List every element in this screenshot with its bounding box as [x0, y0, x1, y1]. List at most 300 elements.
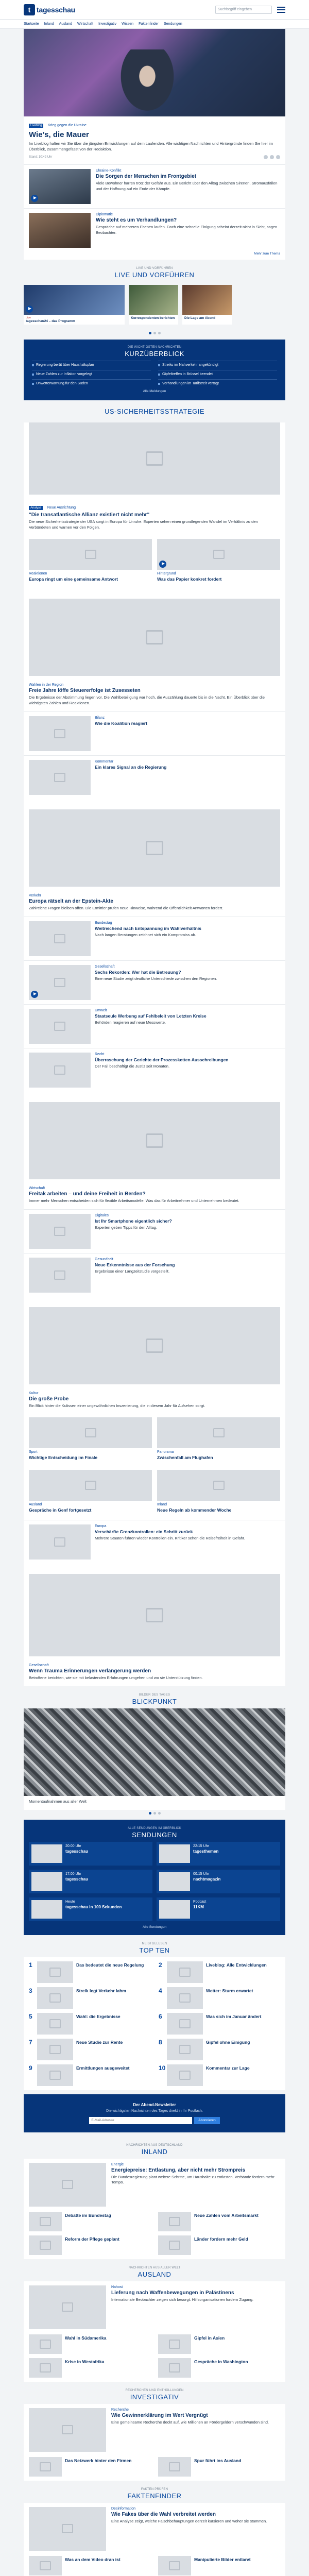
- mini-card-title: Zwischenfall am Flughafen: [157, 1454, 213, 1460]
- article-b-topline: Verkehr: [29, 893, 42, 897]
- blick-heading: BLICKPUNKT: [132, 1697, 177, 1705]
- article-c-title[interactable]: Freitak arbeiten – und deine Freiheit in Berden?: [29, 1191, 146, 1197]
- stack-item[interactable]: [24, 1004, 285, 1048]
- teaser-card-image: [157, 539, 280, 570]
- play-icon[interactable]: [31, 195, 38, 202]
- kurz-item[interactable]: Neue Zahlen zur Inflation vorgelegt: [32, 370, 151, 376]
- security-section-title: US-SICHERHEITSSTRATEGIE: [0, 400, 309, 418]
- ressort-heading: INLAND: [141, 2147, 168, 2156]
- topten-item[interactable]: [159, 2013, 280, 2035]
- kurz-item[interactable]: Unwetterwarnung für den Süden: [32, 379, 151, 385]
- ressort-title: [0, 2259, 309, 2281]
- live-card[interactable]: [24, 285, 125, 325]
- rank-title: Wetter: Sturm erwartet: [206, 1988, 253, 1993]
- rank-title: Was sich im Januar ändert: [206, 2013, 262, 2019]
- sendung-name: 11KM: [193, 1904, 204, 1909]
- ressort-lead-text: Die Bundesregierung plant weitere Schritte, um Haushalte zu entlasten. Verbände fordern mehr Tempo.: [111, 2174, 274, 2185]
- stack-item-title: Ist Ihr Smartphone eigentlich sicher?: [95, 1218, 172, 1224]
- ressort-item-image: [158, 2334, 191, 2354]
- ressort-item-title: Krise in Westafrika: [65, 2359, 105, 2364]
- stack-item[interactable]: [24, 917, 285, 960]
- lead-kicker: Liveblog: [29, 124, 43, 128]
- ressort-item-title: Reform der Pflege geplant: [65, 2236, 119, 2242]
- stack-item-text: Ergebnisse einer Langzeitstudie vorgestellt.: [95, 1269, 170, 1274]
- mini-card-title: Neue Regeln ab kommender Woche: [157, 1507, 232, 1513]
- play-icon[interactable]: [26, 306, 33, 313]
- newsletter: [24, 2094, 285, 2132]
- sendung-item[interactable]: [29, 1897, 152, 1921]
- ressort-lead-topline: Recherche: [111, 2408, 129, 2412]
- stack-item[interactable]: [24, 1209, 285, 1253]
- lead-item[interactable]: [24, 164, 285, 208]
- topten-heading: TOP TEN: [139, 1946, 170, 1954]
- logo-text: tagesschau: [37, 5, 76, 14]
- rank-number: 5: [29, 2012, 32, 2020]
- nav-item-inland[interactable]: Inland: [44, 22, 54, 26]
- ressort-lead-image: [29, 2163, 106, 2207]
- security-headline[interactable]: "Die transatlantische Allianz existiert nicht mehr": [29, 512, 150, 518]
- topten-item[interactable]: [29, 2039, 150, 2060]
- article-f-text: Betroffene berichten, wie sie mit belastenden Erfahrungen umgehen und wo sie Unterstützung finden.: [29, 1675, 203, 1680]
- topten-item[interactable]: [159, 1961, 280, 1983]
- newsletter-email-input[interactable]: [89, 2117, 192, 2124]
- kurz-heading: KURZÜBERBLICK: [125, 349, 184, 358]
- stack-item-topline: Gesundheit: [95, 1257, 113, 1261]
- mini-card-title: Wichtige Entscheidung im Finale: [29, 1454, 98, 1460]
- ressort-lead-text: Eine Analyse zeigt, welche Falschbehauptungen derzeit kursieren und woher sie stammen.: [111, 2518, 267, 2523]
- ressort-lead[interactable]: [29, 2507, 280, 2551]
- sendungen-title: [29, 1820, 280, 1842]
- stack-item-image: [29, 965, 91, 1000]
- nav-item-wissen[interactable]: Wissen: [122, 22, 134, 26]
- article-a-title[interactable]: Freie Jahre löffe Steuererfolge ist Zusesseten: [29, 688, 141, 694]
- ressort-item[interactable]: [158, 2457, 280, 2477]
- sendung-image: [31, 1844, 62, 1863]
- teaser-card-image: [29, 539, 152, 570]
- ressort-lead[interactable]: [29, 2163, 280, 2207]
- mini-card-topline: Panorama: [157, 1450, 174, 1454]
- blick-label: BILDER DES TAGES: [139, 1693, 170, 1697]
- ressort-investigativ: [0, 2382, 309, 2481]
- security-kicker: Analyse: [29, 506, 43, 510]
- topten-item[interactable]: [159, 2064, 280, 2086]
- article-b-text: Zahlreiche Fragen bleiben offen. Die Ermittler prüfen neue Hinweise, während die Öffentlichkeit Antworten fordert.: [29, 905, 224, 910]
- sendungen-section: [24, 1820, 285, 1935]
- article-a-image[interactable]: [29, 599, 280, 676]
- carousel-dots[interactable]: [0, 330, 309, 340]
- ressort-title: [0, 2382, 309, 2404]
- ressort-lead-topline: Energie: [111, 2162, 124, 2166]
- sendung-item[interactable]: [29, 1870, 152, 1893]
- article-d-title[interactable]: Die große Probe: [29, 1396, 69, 1402]
- nav-item-ausland[interactable]: Ausland: [59, 22, 72, 26]
- sendung-name: tagesthemen: [193, 1849, 219, 1854]
- logo[interactable]: [24, 4, 75, 15]
- play-icon[interactable]: [159, 561, 166, 568]
- ressort-lead-title: Wie Gewinnerklärung im Wert Vergnügt: [111, 2412, 208, 2418]
- ressort-item-title: Was an dem Video dran ist: [65, 2556, 121, 2562]
- article-e[interactable]: [24, 1520, 285, 1564]
- article-f-topline: Gesellschaft: [29, 1663, 49, 1667]
- stack-item-image: [29, 1053, 91, 1088]
- carousel-dots[interactable]: [0, 1810, 309, 1820]
- ressort-item-image: [158, 2556, 191, 2575]
- security-topline: Neue Ausrichtung: [47, 505, 76, 510]
- stack-item-text: Der Fall beschäftigt die Justiz seit Monaten.: [95, 1064, 170, 1069]
- kurz-more-link[interactable]: Alle Meldungen: [143, 389, 166, 393]
- lead-item-text: Gespräche auf mehreren Ebenen laufen. Doch eine schnelle Einigung scheint derzeit nicht in Sicht, sagen Beobachter.: [96, 224, 278, 235]
- mini-card-topline: Sport: [29, 1450, 38, 1454]
- lead-item-image: [29, 213, 91, 248]
- kurz-title: [32, 342, 277, 361]
- mini-card[interactable]: [157, 1470, 280, 1517]
- topten-item[interactable]: [29, 1961, 150, 1983]
- list-item-topline: Kommentar: [95, 759, 114, 764]
- article-d-image[interactable]: [29, 1307, 280, 1384]
- kurz-item[interactable]: Streiks im Nahverkehr angekündigt: [158, 361, 277, 367]
- sendung-item[interactable]: [157, 1842, 280, 1866]
- rank-image: [37, 2013, 73, 2035]
- security-section: [24, 422, 285, 1686]
- ressort-item-image: [29, 2358, 62, 2378]
- ressort-lead-title: Lieferung nach Waffenbewegungen in Palästinens: [111, 2290, 234, 2296]
- teaser-card-topline: Reaktionen: [29, 571, 47, 575]
- kurzueberblick: [24, 340, 285, 400]
- mini-card-image: [29, 1470, 152, 1501]
- stack-item-text: Experten geben Tipps für den Alltag.: [95, 1225, 157, 1230]
- security-text: Die neue Sicherheitsstrategie der USA sorgt in Europa für Unruhe. Experten sehen einen grundlegenden Wandel im Verhältnis zu den Verbündeten und warnen vor den Folgen.: [29, 519, 258, 530]
- mini-card-topline: Inland: [157, 1503, 167, 1507]
- sendung-time: Heute: [65, 1900, 75, 1904]
- topten-item[interactable]: [29, 2064, 150, 2086]
- ressort-item[interactable]: [29, 2358, 151, 2378]
- sendung-item[interactable]: [157, 1897, 280, 1921]
- mini-card-image: [157, 1417, 280, 1448]
- list-item-title: Ein klares Signal an die Regierung: [95, 764, 167, 770]
- newsletter-subscribe-button[interactable]: Abonnieren: [194, 2117, 219, 2124]
- live-card-title: Die Lage am Abend: [184, 316, 216, 320]
- ressort-item-title: Gipfel in Asien: [194, 2335, 225, 2341]
- stack-item-title: Weitreichend nach Entspannung im Wahlverhältnis: [95, 925, 201, 931]
- article-f-image[interactable]: [29, 1574, 280, 1656]
- topten-section: [24, 1957, 285, 2090]
- topten-item[interactable]: [159, 1987, 280, 2009]
- ressort-item-title: Debatte im Bundestag: [65, 2212, 111, 2218]
- sendungen-label: ALLE SENDUNGEN IM ÜBERBLICK: [127, 1826, 182, 1830]
- lead-image[interactable]: [24, 29, 285, 116]
- search-placeholder: Suchbegriff eingeben: [218, 8, 252, 11]
- nav-item-investigativ[interactable]: Investigativ: [98, 22, 117, 26]
- mini-card-topline: Ausland: [29, 1503, 42, 1507]
- sendungen-heading: SENDUNGEN: [132, 1831, 177, 1839]
- topten-item[interactable]: [29, 2013, 150, 2035]
- article-e-title: Verschärfte Grenzkontrollen: ein Schritt zurück: [95, 1529, 193, 1534]
- rank-image: [167, 1961, 203, 1983]
- mini-card-title: Gespräche in Genf fortgesetzt: [29, 1507, 92, 1513]
- stack-item-title: Staatseule Werbung auf Fehlbeleit von Letzten Kreise: [95, 1013, 207, 1019]
- live-card-title: tagesschau24 – das Programm: [26, 319, 75, 323]
- stack-item[interactable]: [24, 1253, 285, 1297]
- article-c-topline: Wirtschaft: [29, 1186, 45, 1190]
- stack-item-topline: Umwelt: [95, 1008, 107, 1012]
- ressort-lead-image: [29, 2285, 106, 2329]
- ressort-label: NACHRICHTEN AUS DEUTSCHLAND: [126, 2143, 183, 2147]
- ressort-item[interactable]: [158, 2358, 280, 2378]
- ressort-item[interactable]: [158, 2334, 280, 2354]
- menu-icon[interactable]: [277, 7, 285, 13]
- sendung-name: tagesschau: [65, 1876, 89, 1882]
- more-link[interactable]: Mehr zum Thema: [254, 251, 280, 256]
- article-b-image[interactable]: [29, 809, 280, 887]
- topten-title: [0, 1935, 309, 1957]
- rank-title: Gipfel ohne Einigung: [206, 2039, 250, 2045]
- rank-number: 4: [159, 1987, 162, 1994]
- lead-item-topline: Diplomatie: [96, 212, 113, 216]
- ressort-lead-title: Wie Fakes über die Wahl verbreitet werden: [111, 2511, 216, 2517]
- rank-image: [37, 1961, 73, 1983]
- live-section-heading: LIVE UND VORFÜHREN: [114, 270, 195, 279]
- article-d-text: Ein Blick hinter die Kulissen einer ungewöhnlichen Inszenierung, die in diesem Jahr für Aufsehen sorgt.: [29, 1403, 205, 1408]
- ressort-item-title: Länder fordern mehr Geld: [194, 2236, 248, 2242]
- rank-title: Liveblog: Alle Entwicklungen: [206, 1962, 267, 1968]
- rank-number: 2: [159, 1961, 162, 1969]
- lead-item-image: [29, 169, 91, 204]
- ressort-ausland: [0, 2259, 309, 2382]
- lead-item-topline: Ukraine-Konflikt: [96, 168, 122, 173]
- ressort-item-title: Neue Zahlen vom Arbeitsmarkt: [194, 2212, 259, 2218]
- blick-section-title: [0, 1686, 309, 1708]
- rank-title: Wahl: die Ergebnisse: [76, 2013, 121, 2019]
- list-item[interactable]: [24, 755, 285, 799]
- mini-card[interactable]: [29, 1470, 152, 1517]
- sendung-item[interactable]: [157, 1870, 280, 1893]
- play-icon[interactable]: [31, 991, 38, 998]
- sendungen-more-link[interactable]: Alle Sendungen: [143, 1925, 166, 1929]
- sendung-time: Podcast: [193, 1900, 207, 1904]
- logo-mark: t: [24, 4, 35, 15]
- sendung-image: [31, 1900, 62, 1919]
- teaser-card[interactable]: [29, 539, 152, 586]
- article-b-title[interactable]: Europa rätselt an der Epstein-Akte: [29, 898, 113, 904]
- article-e-text: Mehrere Staaten führen wieder Kontrollen ein. Kritiker sehen die Reisefreiheit in Gefahr.: [95, 1536, 245, 1541]
- stack-item[interactable]: [24, 960, 285, 1004]
- sendung-name: nachtmagazin: [193, 1876, 221, 1882]
- ressort-item-image: [29, 2334, 62, 2354]
- nav-item-sendungen[interactable]: Sendungen: [163, 22, 182, 26]
- rank-number: 10: [159, 2064, 166, 2072]
- sendung-name: tagesschau in 100 Sekunden: [65, 1904, 122, 1909]
- ressort-item-title: Wahl in Südamerika: [65, 2335, 107, 2341]
- ressort-lead-image: [29, 2507, 106, 2551]
- rank-image: [167, 1987, 203, 2009]
- live-section-title: [0, 260, 309, 282]
- topten-item[interactable]: [159, 2039, 280, 2060]
- ressort-label: FAKTEN PRÜFEN: [141, 2487, 168, 2491]
- live-card-image: [129, 285, 178, 315]
- rank-number: 1: [29, 1961, 32, 1969]
- ressort-item[interactable]: [29, 2334, 151, 2354]
- stack-item-image: [29, 1009, 91, 1044]
- ressort-heading: FAKTENFINDER: [127, 2492, 182, 2500]
- live-card[interactable]: [129, 285, 178, 325]
- ressort-item[interactable]: [158, 2556, 280, 2575]
- stack-item-topline: Recht: [95, 1052, 105, 1056]
- live-card-image: [182, 285, 232, 315]
- ressort-item[interactable]: [29, 2235, 151, 2255]
- rank-title: Streik legt Verkehr lahm: [76, 1988, 126, 1993]
- stack-item-topline: Digitales: [95, 1213, 109, 1217]
- stack-item[interactable]: [24, 1048, 285, 1092]
- stack-item-topline: Bundestag: [95, 921, 112, 925]
- article-a-topline: Wahlen in der Region: [29, 683, 64, 687]
- ressort-item[interactable]: [29, 2556, 151, 2575]
- lead-section: [24, 29, 285, 260]
- ressort-lead-topline: Nahost: [111, 2285, 123, 2289]
- stack-item-title: Neue Erkenntnisse aus der Forschung: [95, 1262, 175, 1267]
- ressort-item-title: Manipulierte Bilder entlarvt: [194, 2556, 251, 2562]
- article-c-text: Immer mehr Menschen entscheiden sich für flexible Arbeitsmodelle. Was das für Arbeitnehmer und Unternehmen bedeutet.: [29, 1198, 239, 1203]
- ressort-item[interactable]: [29, 2212, 151, 2231]
- rank-number: 3: [29, 1987, 32, 1994]
- stack-item-text: Behörden reagieren auf neue Messwerte.: [95, 1020, 166, 1025]
- live-section-label: LIVE UND VORFÜHREN: [136, 266, 173, 270]
- ressort-item[interactable]: [158, 2235, 280, 2255]
- ressort-lead-title: Energiepreise: Entlastung, aber nicht mehr Strompreis: [111, 2167, 246, 2173]
- ressort-item[interactable]: [158, 2212, 280, 2231]
- rank-number: 7: [29, 2038, 32, 2046]
- live-card[interactable]: [182, 285, 232, 325]
- sendung-item[interactable]: [29, 1842, 152, 1866]
- list-item-topline: Bilanz: [95, 716, 105, 720]
- blick-caption: [24, 1796, 285, 1810]
- top-bar: [0, 0, 309, 20]
- topten-item[interactable]: [29, 1987, 150, 2009]
- topten-label: MEISTGELESEN: [142, 1942, 167, 1945]
- ressort-item-image: [29, 2457, 62, 2477]
- live-badge: Live: [26, 316, 31, 319]
- rank-number: 6: [159, 2012, 162, 2020]
- kurz-item[interactable]: Verhandlungen im Tarifstreit vertagt: [158, 379, 277, 385]
- list-item-image: [29, 760, 91, 795]
- ressort-inland: [0, 2137, 309, 2259]
- article-c-image[interactable]: [29, 1102, 280, 1179]
- lead-item-title[interactable]: Die Sorgen der Menschen im Frontgebiet: [96, 173, 197, 179]
- security-image[interactable]: [29, 422, 280, 495]
- search-input[interactable]: [215, 6, 272, 14]
- mini-card[interactable]: [29, 1417, 152, 1464]
- article-a-text: Die Ergebnisse der Abstimmung liegen vor. Die Wahlbeteiligung war hoch, die Auszählung dauerte bis in die Nacht. Ein Überblick über die wichtigsten Zahlen und Reaktionen.: [29, 695, 265, 705]
- sendung-image: [159, 1872, 190, 1891]
- stack-item-text: Nach langen Beratungen zeichnet sich ein Kompromiss ab.: [95, 933, 196, 938]
- kurz-item[interactable]: Regierung berät über Haushaltsplan: [32, 361, 151, 367]
- share-icons[interactable]: [264, 155, 280, 159]
- stack-item-image: [29, 1258, 91, 1293]
- ressort-item-image: [29, 2556, 62, 2575]
- rank-image: [37, 2064, 73, 2086]
- rank-number: 8: [159, 2038, 162, 2046]
- list-item-title: Wie die Koalition reagiert: [95, 720, 147, 726]
- main-nav: [0, 20, 309, 29]
- rank-image: [167, 2064, 203, 2086]
- stack-item-title: Überraschung der Gerichte der Prozessketten Ausschreibungen: [95, 1057, 229, 1062]
- ressort-label: RECHERCHEN UND ENTHÜLLUNGEN: [125, 2388, 184, 2392]
- ressort-item[interactable]: [29, 2457, 151, 2477]
- stack-item-image: [29, 1214, 91, 1249]
- ressort-title: [0, 2481, 309, 2503]
- blick-caption-text: Momentaufnahmen aus aller Welt: [29, 1799, 87, 1804]
- lead-item-text: Viele Bewohner harren trotz der Gefahr aus. Ein Bericht über den Alltag zwischen Sirenen, Stromausfällen und der Hoffnung auf ein Ende der Kämpfe.: [96, 180, 278, 191]
- ressort-lead-text: Internationale Beobachter zeigen sich besorgt. Hilfsorganisationen fordern Zugang.: [111, 2297, 254, 2302]
- lead-topline: Krieg gegen die Ukraine: [47, 124, 87, 127]
- ressort-faktenfinder: [0, 2481, 309, 2576]
- ressort-item-image: [29, 2212, 62, 2231]
- ressort-item-title: Das Netzwerk hinter den Firmen: [65, 2458, 132, 2463]
- live-card-image: [24, 285, 125, 315]
- sendung-time: 00:15 Uhr: [193, 1872, 209, 1876]
- lead-item-title[interactable]: Wie steht es um Verhandlungen?: [96, 217, 177, 223]
- lead-meta: Stand: 10:42 Uhr: [29, 155, 53, 159]
- list-item[interactable]: [24, 711, 285, 755]
- blick-image[interactable]: [24, 1708, 285, 1796]
- nav-item-faktenfinder[interactable]: Faktenfinder: [139, 22, 159, 26]
- lead-item[interactable]: [24, 208, 285, 252]
- list-item-image: [29, 716, 91, 751]
- nav-item-startseite[interactable]: Startseite: [24, 22, 39, 26]
- nav-item-wirtschaft[interactable]: Wirtschaft: [77, 22, 94, 26]
- teaser-card-title: Was das Papier konkret fordert: [157, 576, 222, 582]
- newsletter-title: Der Abend-Newsletter: [133, 2102, 176, 2107]
- sendung-image: [31, 1872, 62, 1891]
- sendung-image: [159, 1844, 190, 1863]
- ressort-heading: INVESTIGATIV: [130, 2393, 179, 2401]
- kurz-label: DIE WICHTIGSTEN NACHRICHTEN: [127, 345, 182, 349]
- ressort-label: NACHRICHTEN AUS ALLER WELT: [128, 2266, 181, 2269]
- mini-card-image: [157, 1470, 280, 1501]
- live-carousel: [0, 282, 309, 330]
- article-e-image: [29, 1524, 91, 1560]
- rank-image: [167, 2039, 203, 2060]
- teaser-card-title: Europa ringt um eine gemeinsame Antwort: [29, 576, 118, 582]
- rank-title: Ermittlungen ausgeweitet: [76, 2065, 130, 2071]
- rank-title: Kommentar zur Lage: [206, 2065, 250, 2071]
- teaser-card[interactable]: [157, 539, 280, 586]
- ressort-lead-image: [29, 2408, 106, 2452]
- ressort-item-image: [158, 2212, 191, 2231]
- ressort-title: [0, 2137, 309, 2159]
- ressort-lead[interactable]: [29, 2285, 280, 2329]
- ressort-item-image: [158, 2358, 191, 2378]
- live-card-title: Korrespondenten berichten: [131, 316, 175, 320]
- sendung-time: 17:00 Uhr: [65, 1872, 81, 1876]
- kurz-item[interactable]: Gipfeltreffen in Brüssel beendet: [158, 370, 277, 376]
- article-e-topline: Europa: [95, 1524, 107, 1528]
- article-d-topline: Kultur: [29, 1391, 39, 1395]
- sendung-time: 22:15 Uhr: [193, 1844, 209, 1848]
- ressort-lead[interactable]: [29, 2408, 280, 2452]
- sendung-image: [159, 1900, 190, 1919]
- header-tools: [215, 6, 285, 14]
- article-f-title[interactable]: Wenn Trauma Erinnerungen verlängerung werden: [29, 1668, 151, 1674]
- sendung-name: tagesschau: [65, 1849, 89, 1854]
- rank-image: [37, 1987, 73, 2009]
- mini-card[interactable]: [157, 1417, 280, 1464]
- lead-title[interactable]: Wie’s, die Mauer: [29, 130, 89, 139]
- newsletter-text: Die wichtigsten Nachrichten des Tages direkt in Ihr Postfach.: [106, 2109, 203, 2113]
- ressort-lead-text: Eine gemeinsame Recherche deckt auf, wie Millionen an Fördergeldern verschwunden sind.: [111, 2419, 269, 2425]
- lead-text: Im Liveblog halten wir Sie über die jüngsten Entwicklungen auf dem Laufenden. Alle wichtigen Nachrichten und Hintergründe finden Sie hier im Überblick, zusammengefasst von der Redaktion.: [29, 141, 273, 151]
- stack-item-topline: Gesellschaft: [95, 964, 115, 969]
- ressort-item-image: [158, 2235, 191, 2255]
